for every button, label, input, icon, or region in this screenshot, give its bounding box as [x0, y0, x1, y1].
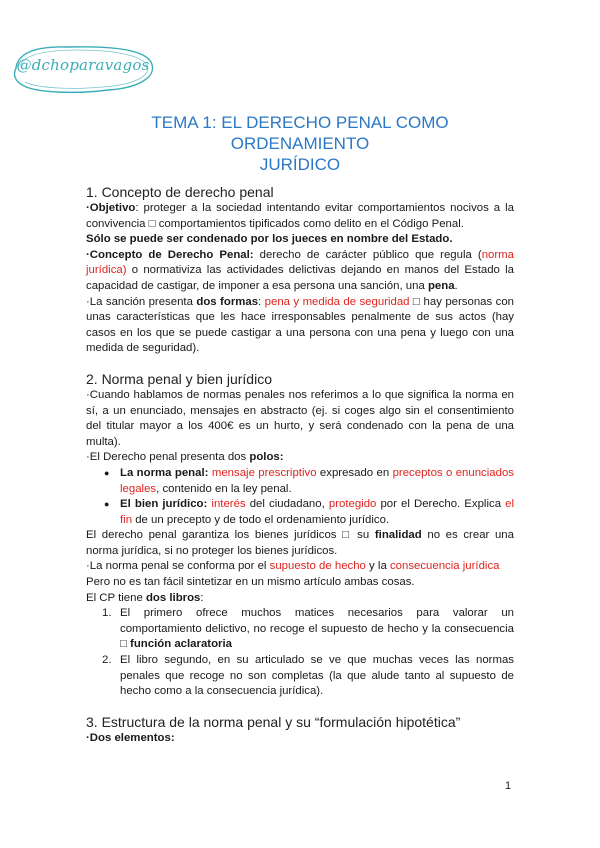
n2-text: El libro segundo, en su articulado se ve que muchas veces las normas penales que recoge no son completas (la que alude tanto al supuesto de hecho como a la consecuencia jurídica). — [120, 654, 514, 698]
s2-conform-text-a: ·La norma penal se conforma por el — [86, 560, 270, 573]
s1-objective-text: : proteger a la sociedad intentando evitar comportamientos nocivos a la convivencia □ comportamientos tipificados como delito en el Código Penal. — [86, 202, 514, 230]
s3-elements-paragraph — [86, 731, 514, 747]
s1-concept-paragraph — [86, 248, 514, 295]
b1-red-2: preceptos o enunciados legales — [120, 466, 514, 495]
section-1-heading: 1. Concepto de derecho penal — [86, 184, 274, 200]
s1-concept-text-c: . — [454, 279, 458, 292]
s2-guarantee-text-a: El derecho penal garantiza los bienes jurídicos □ su — [86, 529, 375, 542]
s2-books-text-a: El CP tiene — [86, 591, 146, 604]
title-line-1: TEMA 1: EL DERECHO PENAL COMO ORDENAMIENTO — [151, 113, 449, 153]
poles-list — [86, 466, 514, 528]
list-number: 2. — [102, 654, 112, 667]
section-2-heading: 2. Norma penal y bien jurídico — [86, 370, 272, 387]
s2-synth-paragraph: Pero no es tan fácil sintetizar en un mismo artículo ambas cosas. — [86, 576, 415, 589]
books-list — [86, 606, 514, 700]
s1-sanction-red: pena y medida de seguridad — [264, 295, 410, 308]
s3-elements-bold: ·Dos elementos: — [86, 731, 175, 744]
b2-red-1: interés — [211, 498, 246, 511]
document-title — [86, 112, 514, 175]
s2-guarantee-text-b: no es crear una norma jurídica, si no proteger los bienes jurídicos. — [86, 529, 514, 557]
b2-text-b: por el Derecho. Explica — [376, 498, 506, 511]
s1-concept-text-a: derecho de carácter público que regula ( — [253, 248, 482, 261]
s2-conform-paragraph — [86, 559, 514, 575]
s2-conform-red-1: supuesto de hecho — [269, 560, 366, 573]
b2-text-a: del ciudadano, — [245, 498, 329, 511]
s2-guarantee-bold: finalidad — [374, 529, 422, 542]
list-item — [102, 653, 514, 700]
section-3-heading: 3. Estructura de la norma penal y su “formulación hipotética” — [86, 713, 461, 730]
s2-books-text-b: : — [200, 591, 204, 604]
s2-poles-text: ·El Derecho penal presenta dos — [86, 451, 250, 464]
s1-concept-label: ·Concepto de Derecho Penal: — [86, 248, 254, 261]
s2-guarantee-paragraph — [86, 528, 514, 559]
s1-sanction-paragraph — [86, 295, 514, 357]
s1-sanction-text-c: □ hay personas con unas características que les hace irresponsables penalmente de sus actos (hay casos en los que se puede castigar a una persona con una pena y luego con una medida de seguridad). — [86, 295, 514, 355]
s2-books-paragraph — [86, 591, 514, 607]
b2-text-c: de un precepto y de todo el ordenamiento jurídico. — [132, 513, 390, 526]
b1-red-1: mensaje prescriptivo — [211, 466, 317, 479]
list-item — [102, 606, 514, 653]
s1-concept-text-b: o normativiza las actividades delictivas dejando en manos del Estado la capacidad de castigar, de imponer a esa persona una sanción, una — [86, 264, 514, 292]
n1-bold: función aclaratoria — [130, 638, 232, 651]
title-line-2: JURÍDICO — [259, 155, 341, 174]
s2-norms-paragraph: ·Cuando hablamos de normas penales nos referimos a lo que significa la norma en sí, a un enunciado, mensajes en abstracto (ej. si coges algo sin el consentimiento del titular mayor a los 400€ es un hurto, y será condenado con la pena de una multa). — [86, 388, 514, 448]
list-item — [120, 497, 514, 528]
brand-logo — [8, 38, 158, 102]
list-item — [120, 466, 514, 497]
b1-text-a: expresado en — [316, 466, 393, 479]
b1-bold: La norma penal: — [120, 466, 209, 479]
b1-text-b: , contenido en la ley penal. — [156, 482, 292, 495]
s1-condemn-text: Sólo se puede ser condenado por los jueces en nombre del Estado. — [86, 233, 453, 246]
list-number: 1. — [102, 607, 112, 620]
n1-text: El primero ofrece muchos matices necesarios para valorar un comportamiento delictivo, no recoge el supuesto de hecho y la consecuencia □ — [120, 607, 514, 651]
s1-concept-bold: pena — [427, 279, 455, 292]
s1-sanction-text-a: ·La sanción presenta — [86, 295, 197, 308]
logo-text: @dchoparavagos — [16, 56, 150, 74]
document-page — [86, 112, 514, 746]
s1-objective-paragraph — [86, 201, 514, 232]
s1-sanction-text-b: : — [258, 295, 265, 308]
s2-poles-paragraph — [86, 450, 514, 466]
s1-objective-label: ·Objetivo — [86, 202, 136, 214]
s1-condemn-paragraph — [86, 232, 514, 248]
s2-conform-text-b: y la — [365, 560, 390, 573]
b2-bold: El bien jurídico: — [120, 498, 208, 511]
b2-red-2: protegido — [328, 498, 377, 511]
s1-concept-red: norma jurídica) — [86, 248, 514, 277]
s2-books-bold: dos libros — [145, 591, 201, 604]
page-number: 1 — [505, 780, 512, 792]
s1-sanction-bold: dos formas — [196, 295, 259, 308]
s2-poles-bold: polos: — [249, 451, 284, 464]
b2-red-3: el fin — [120, 498, 514, 526]
s2-conform-red-2: consecuencia jurídica — [389, 560, 500, 573]
